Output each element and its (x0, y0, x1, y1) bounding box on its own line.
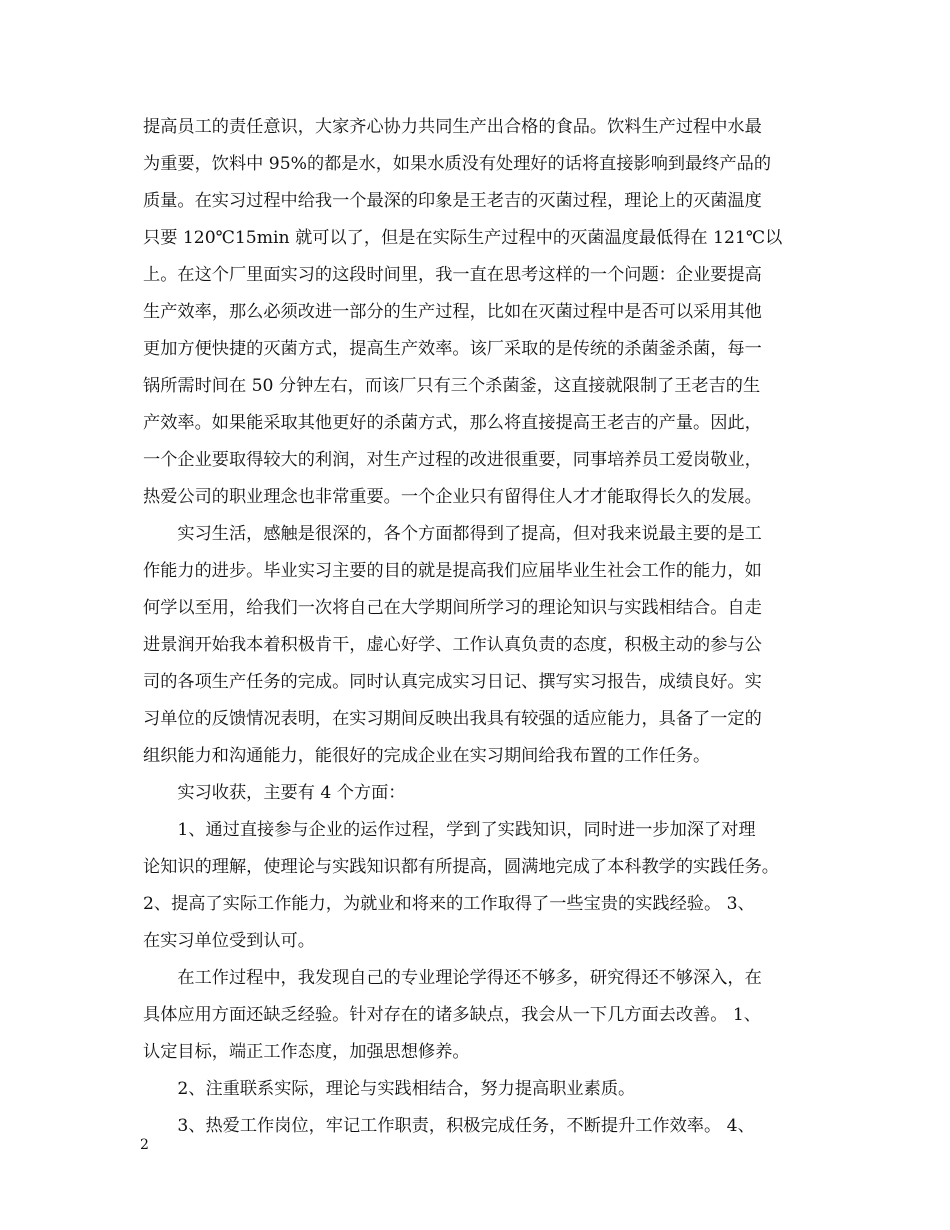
text-line: 司的各项生产任务的完成。同时认真完成实习日记、撰写实习报告，成绩良好。实 (143, 672, 762, 692)
text-line: 只要 120℃15min 就可以了，但是在实际生产过程中的灭菌温度最低得在 121℃以 (143, 228, 783, 248)
text-line: 实习收获，主要有 4 个方面： (143, 783, 406, 803)
text-line: 作能力的进步。毕业实习主要的目的就是提高我们应届毕业生社会工作的能力，如 (143, 561, 762, 581)
text-line: 热爱公司的职业理念也非常重要。一个企业只有留得住人才才能取得长久的发展。 (143, 487, 762, 507)
text-line: 何学以至用，给我们一次将自己在大学期间所学习的理论知识与实践相结合。自走 (143, 598, 762, 618)
page-number: 2 (140, 1137, 149, 1153)
text-line: 质量。在实习过程中给我一个最深的印象是王老吉的灭菌过程，理论上的灭菌温度 (143, 191, 762, 211)
text-line: 产效率。如果能采取其他更好的杀菌方式，那么将直接提高王老吉的产量。因此， (143, 413, 762, 433)
text-line: 在实习单位受到认可。 (143, 931, 315, 951)
text-line: 1、通过直接参与企业的运作过程，学到了实践知识，同时进一步加深了对理 (143, 820, 756, 840)
text-line: 在工作过程中，我发现自己的专业理论学得还不够多，研究得还不够深入，在 (143, 968, 762, 988)
text-line: 锅所需时间在 50 分钟左右，而该厂只有三个杀菌釜，这直接就限制了王老吉的生 (143, 376, 761, 396)
text-line: 3、热爱工作岗位，牢记工作职责，积极完成任务，不断提升工作效率。 4、 (143, 1116, 755, 1136)
text-line: 进景润开始我本着积极肯干，虚心好学、工作认真负责的态度，积极主动的参与公 (143, 635, 762, 655)
text-line: 认定目标，端正工作态度，加强思想修养。 (143, 1042, 470, 1062)
text-line: 一个企业要取得较大的利润，对生产过程的改进很重要，同事培养员工爱岗敬业， (143, 450, 762, 470)
text-line: 为重要，饮料中 95%的都是水，如果水质没有处理好的话将直接影响到最终产品的 (143, 154, 772, 174)
text-line: 2、注重联系实际，理论与实践相结合，努力提高职业素质。 (143, 1079, 636, 1099)
text-line: 2、提高了实际工作能力，为就业和将来的工作取得了一些宝贵的实践经验。 3、 (143, 894, 755, 914)
text-line: 具体应用方面还缺乏经验。针对存在的诸多缺点，我会从一下几方面去改善。 1、 (143, 1005, 761, 1025)
text-line: 更加方便快捷的灭菌方式，提高生产效率。该厂采取的是传统的杀菌釜杀菌，每一 (143, 339, 762, 359)
text-line: 实习生活，感触是很深的，各个方面都得到了提高，但对我来说最主要的是工 (143, 524, 762, 544)
text-line: 习单位的反馈情况表明，在实习期间反映出我具有较强的适应能力，具备了一定的 (143, 709, 762, 729)
text-line: 组织能力和沟通能力，能很好的完成企业在实习期间给我布置的工作任务。 (143, 746, 711, 766)
text-line: 论知识的理解，使理论与实践知识都有所提高，圆满地完成了本科教学的实践任务。 (143, 857, 779, 877)
text-line: 提高员工的责任意识，大家齐心协力共同生产出合格的食品。饮料生产过程中水最 (143, 117, 762, 137)
text-line: 生产效率，那么必须改进一部分的生产过程，比如在灭菌过程中是否可以采用其他 (143, 302, 762, 322)
text-line: 上。在这个厂里面实习的这段时间里，我一直在思考这样的一个问题：企业要提高 (143, 265, 762, 285)
